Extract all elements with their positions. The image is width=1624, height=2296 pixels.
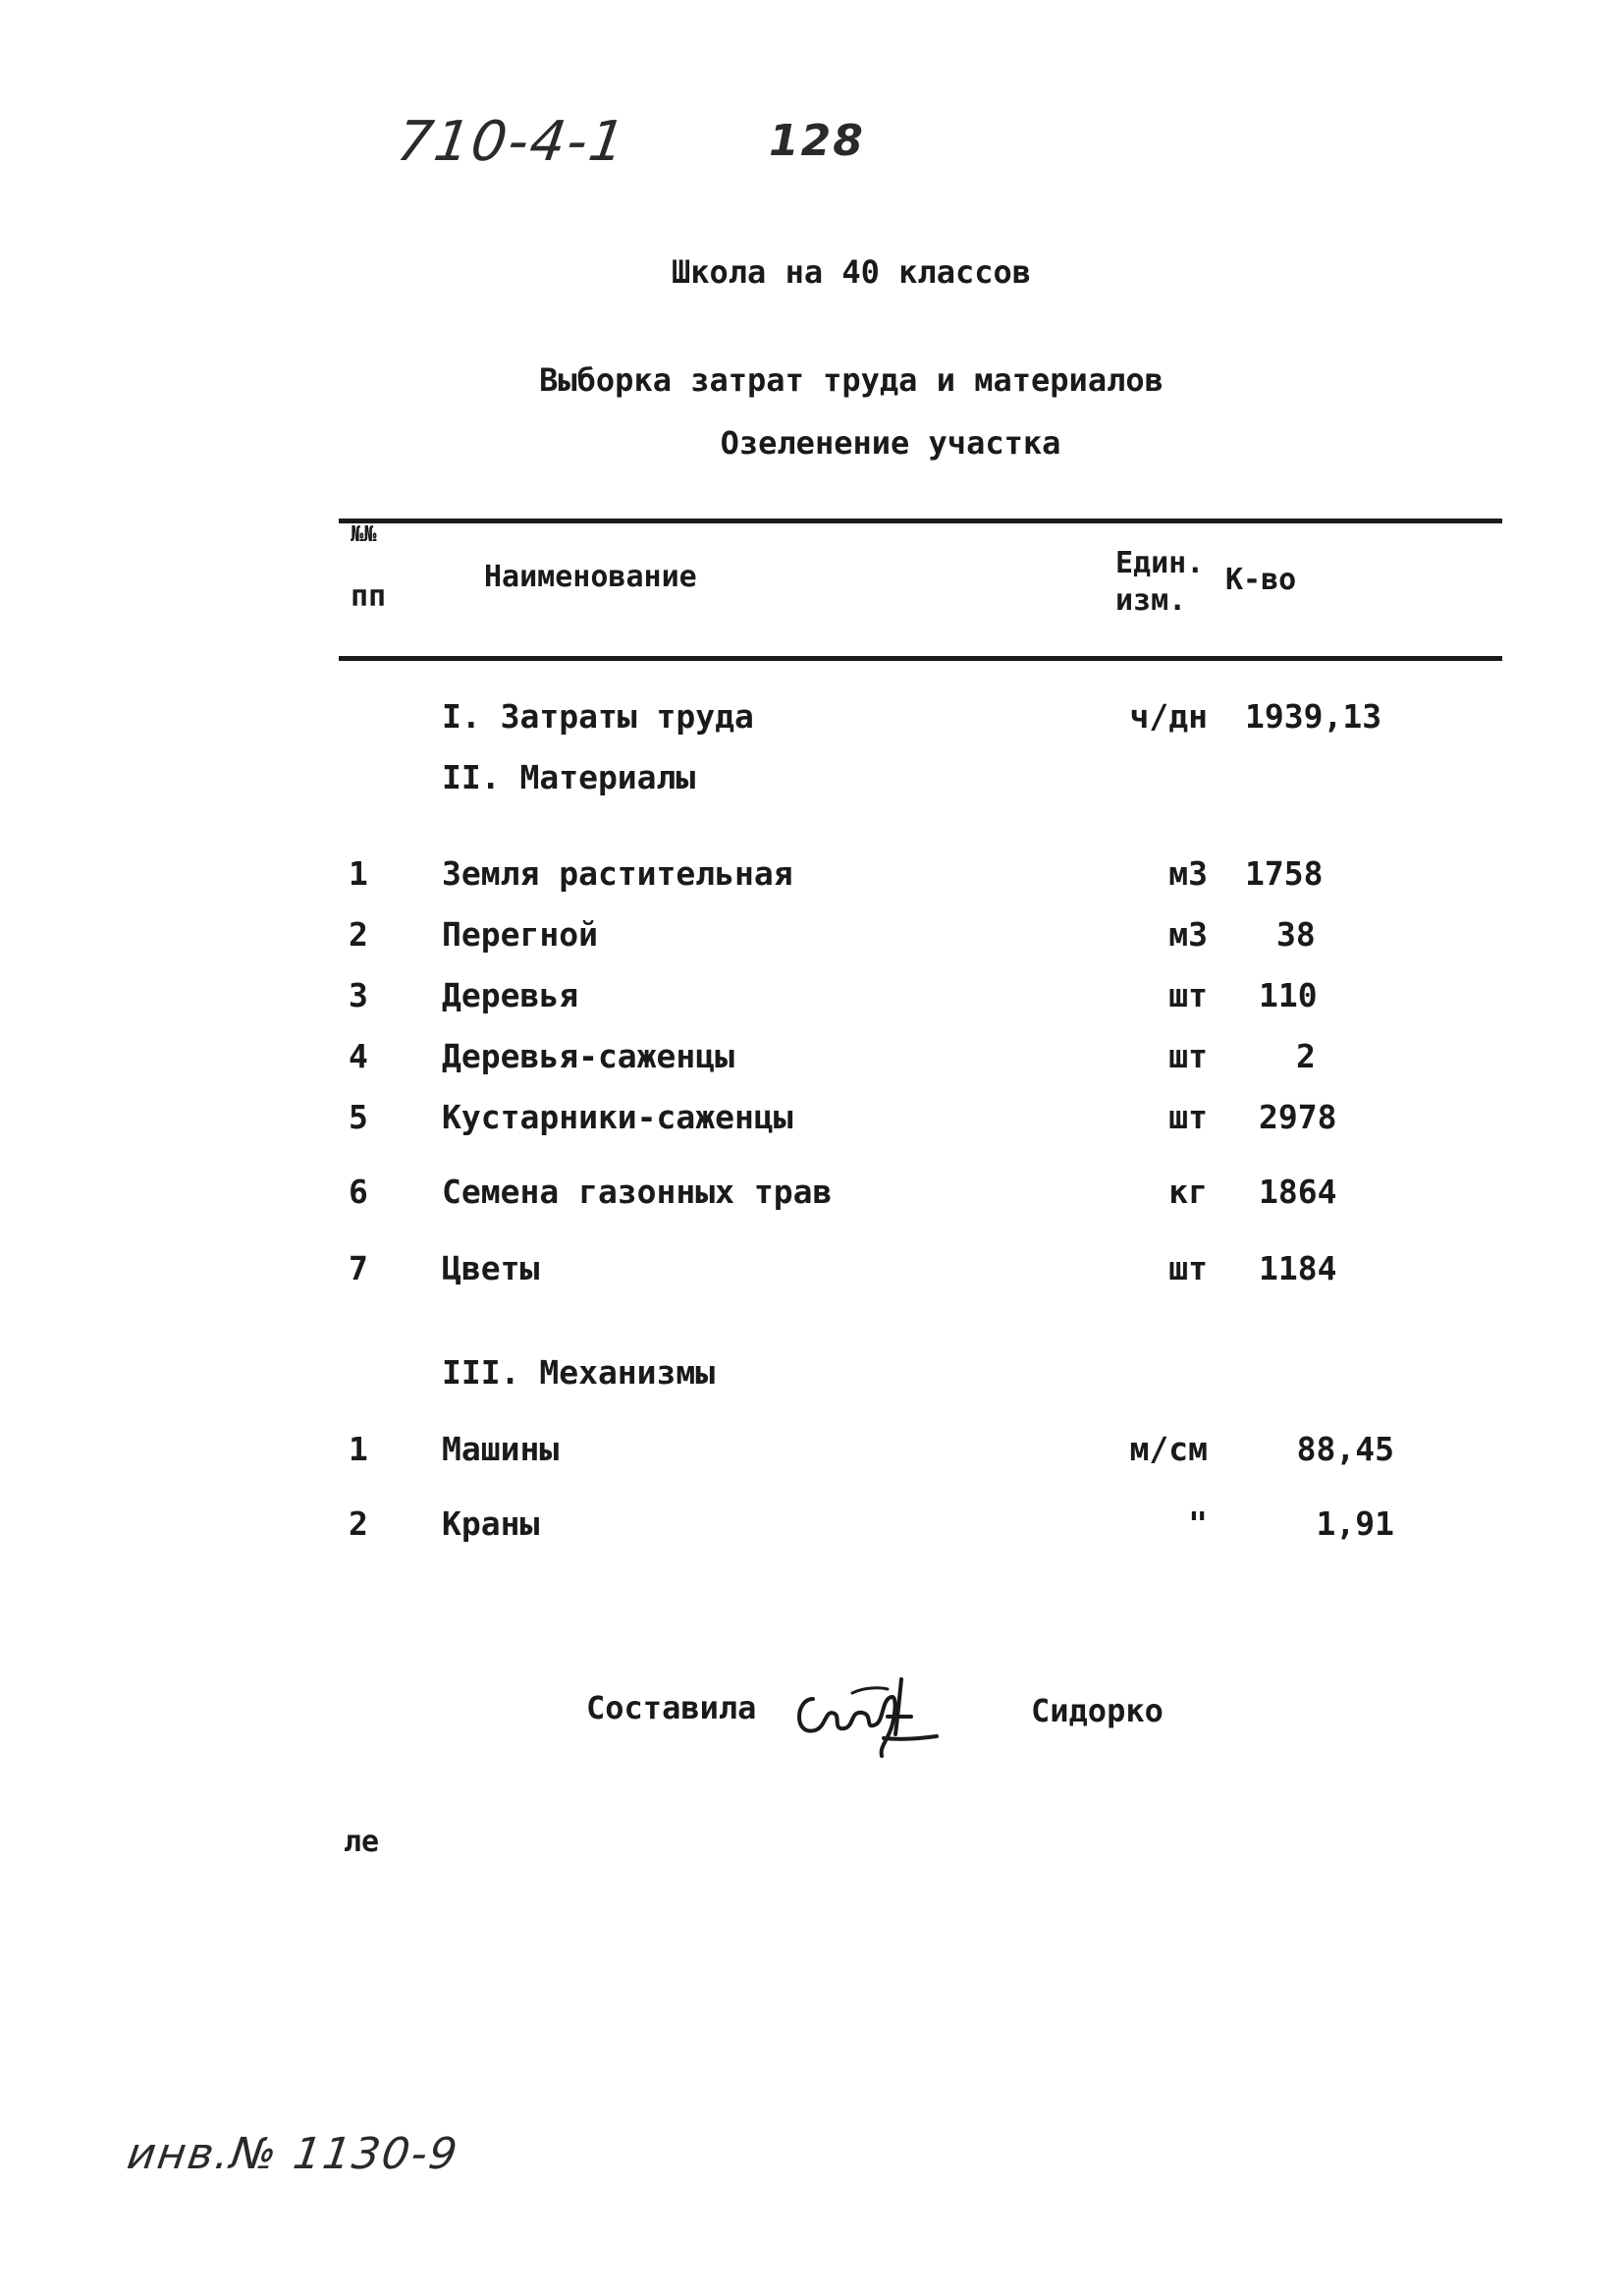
row-number: 1 [349, 854, 368, 893]
handwritten-page-number: 128 [769, 116, 865, 166]
column-header-number-line2: пп [351, 579, 387, 614]
row-quantity: 1,91 [1316, 1504, 1394, 1543]
row-unit: кг [1168, 1173, 1208, 1211]
mechanisms-section-heading: III. Механизмы [442, 1353, 716, 1392]
row-number: 3 [349, 976, 368, 1014]
labor-row-name: I. Затраты труда [442, 697, 754, 736]
row-unit: шт [1168, 1037, 1208, 1075]
document-subtitle: Выборка затрат труда и материалов [539, 361, 1164, 399]
handwritten-inventory-number: инв.№ 1130-9 [124, 2129, 462, 2179]
row-name: Цветы [442, 1249, 540, 1287]
row-number: 4 [349, 1037, 368, 1075]
handwritten-document-code: 710-4-1 [393, 110, 631, 174]
row-number: 5 [349, 1098, 368, 1136]
row-number: 1 [349, 1430, 368, 1468]
signature-label: Составила [586, 1689, 757, 1726]
row-quantity: 1864 [1259, 1173, 1337, 1211]
row-name: Кустарники-саженцы [442, 1098, 793, 1136]
labor-row-unit: ч/дн [1129, 697, 1208, 736]
column-header-name: Наименование [484, 560, 697, 594]
row-name: Деревья-саженцы [442, 1037, 735, 1075]
row-unit: шт [1168, 1249, 1208, 1287]
materials-section-heading: II. Материалы [442, 758, 696, 796]
row-unit: м3 [1168, 915, 1208, 954]
row-quantity: 2 [1296, 1037, 1316, 1075]
column-header-unit-line2: изм. [1115, 583, 1187, 618]
row-unit: " [1188, 1504, 1208, 1543]
table-top-rule [339, 519, 1502, 523]
column-header-unit-line1: Един. [1115, 546, 1205, 580]
row-number: 6 [349, 1173, 368, 1211]
row-unit: шт [1168, 976, 1208, 1014]
row-quantity: 38 [1276, 915, 1316, 954]
table-header-bottom-rule [339, 656, 1502, 661]
row-unit: м/см [1129, 1430, 1208, 1468]
row-quantity: 88,45 [1296, 1430, 1394, 1468]
column-header-number-line1: №№ [351, 522, 377, 547]
row-quantity: 2978 [1259, 1098, 1337, 1136]
row-quantity: 110 [1259, 976, 1318, 1014]
row-quantity: 1758 [1245, 854, 1324, 893]
row-name: Краны [442, 1504, 540, 1543]
row-name: Машины [442, 1430, 560, 1468]
row-unit: м3 [1168, 854, 1208, 893]
row-name: Перегной [442, 915, 598, 954]
signatory-name: Сидорко [1031, 1692, 1164, 1729]
row-number: 2 [349, 1504, 368, 1543]
row-name: Семена газонных трав [442, 1173, 833, 1211]
row-number: 2 [349, 915, 368, 954]
row-quantity: 1184 [1259, 1249, 1337, 1287]
row-unit: шт [1168, 1098, 1208, 1136]
row-name: Земля растительная [442, 854, 793, 893]
document-title: Школа на 40 классов [671, 253, 1032, 291]
document-section-title: Озеленение участка [720, 424, 1061, 462]
labor-row-quantity: 1939,13 [1245, 697, 1382, 736]
footer-code: ле [344, 1825, 380, 1859]
handwritten-signature [785, 1660, 943, 1758]
row-number: 7 [349, 1249, 368, 1287]
column-header-quantity: К-во [1225, 563, 1297, 597]
row-name: Деревья [442, 976, 579, 1014]
